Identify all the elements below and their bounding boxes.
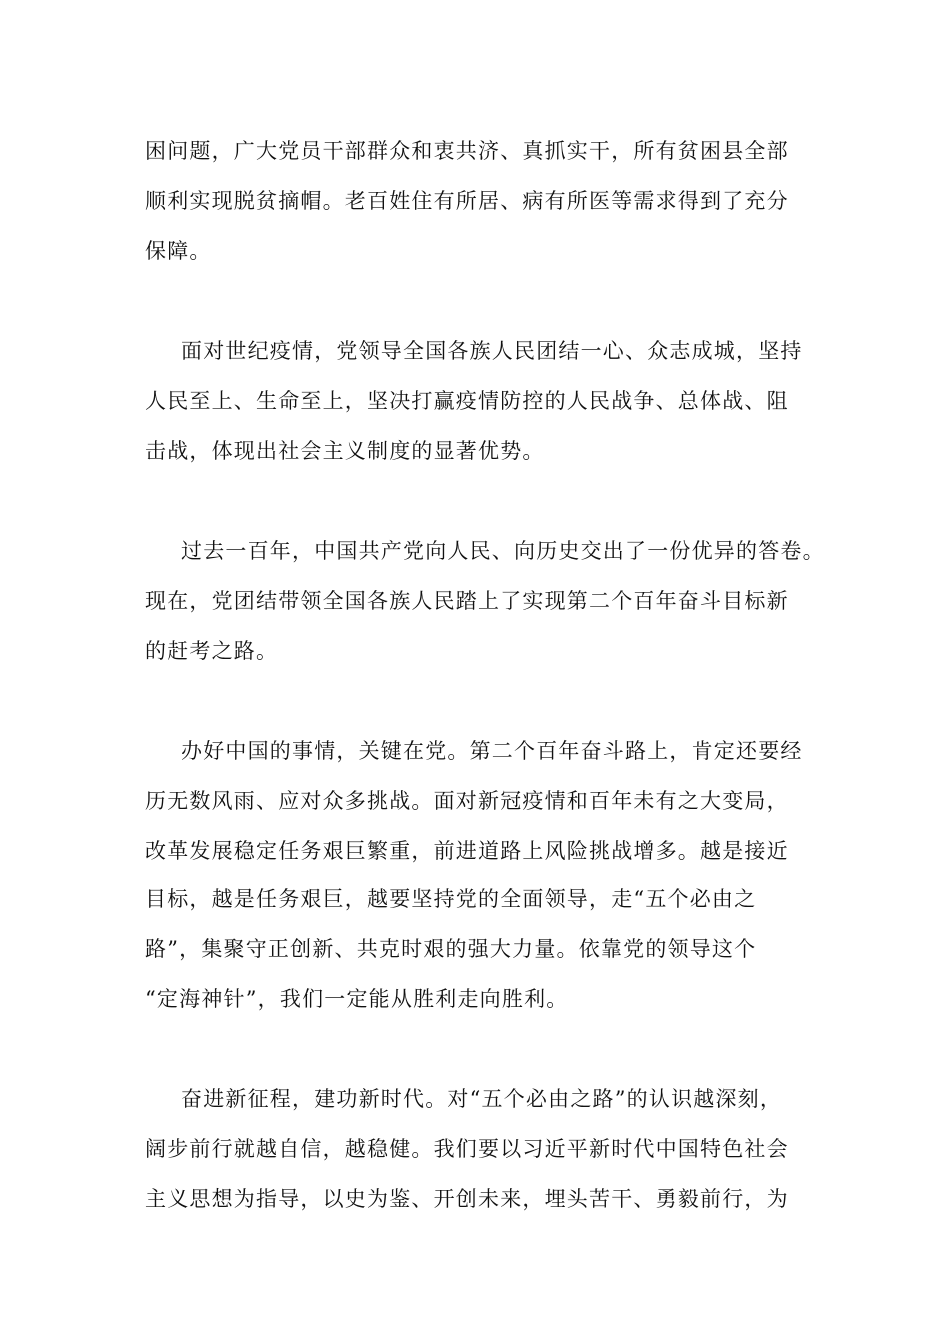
text-line: 过去一百年，中国共产党向人民、向历史交出了一份优异的答卷。: [181, 539, 825, 563]
text-line: 办好中国的事情，关键在党。第二个百年奋斗路上，肯定还要经: [181, 739, 803, 763]
text-line: 困问题，广大党员干部群众和衷共济、真抓实干，所有贫困县全部: [145, 139, 789, 163]
text-line: 路”，集聚守正创新、共克时艰的强大力量。依靠党的领导这个: [145, 937, 757, 961]
text-line: 目标，越是任务艰巨，越要坚持党的全面领导，走“五个必由之: [145, 887, 757, 911]
text-line: 改革发展稳定任务艰巨繁重，前进道路上风险挑战增多。越是接近: [145, 839, 789, 863]
text-line: 的赶考之路。: [145, 639, 279, 663]
text-line: 阔步前行就越自信，越稳健。我们要以习近平新时代中国特色社会: [145, 1137, 789, 1161]
text-line: 面对世纪疫情，党领导全国各族人民团结一心、众志成城，坚持: [181, 339, 803, 363]
text-line: 击战，体现出社会主义制度的显著优势。: [145, 439, 545, 463]
text-line: 保障。: [145, 239, 212, 263]
text-line: 历无数风雨、应对众多挑战。面对新冠疫情和百年未有之大变局，: [145, 789, 789, 813]
text-line: 现在，党团结带领全国各族人民踏上了实现第二个百年奋斗目标新: [145, 589, 789, 613]
text-line: 人民至上、生命至上，坚决打赢疫情防控的人民战争、总体战、阻: [145, 389, 789, 413]
text-line: 奋进新征程，建功新时代。对“五个必由之路”的认识越深刻，: [181, 1087, 783, 1111]
text-line: “定海神针”，我们一定能从胜利走向胜利。: [145, 987, 569, 1011]
text-line: 顺利实现脱贫摘帽。老百姓住有所居、病有所医等需求得到了充分: [145, 189, 789, 213]
text-line: 主义思想为指导，以史为鉴、开创未来，埋头苦干、勇毅前行，为: [145, 1187, 789, 1211]
